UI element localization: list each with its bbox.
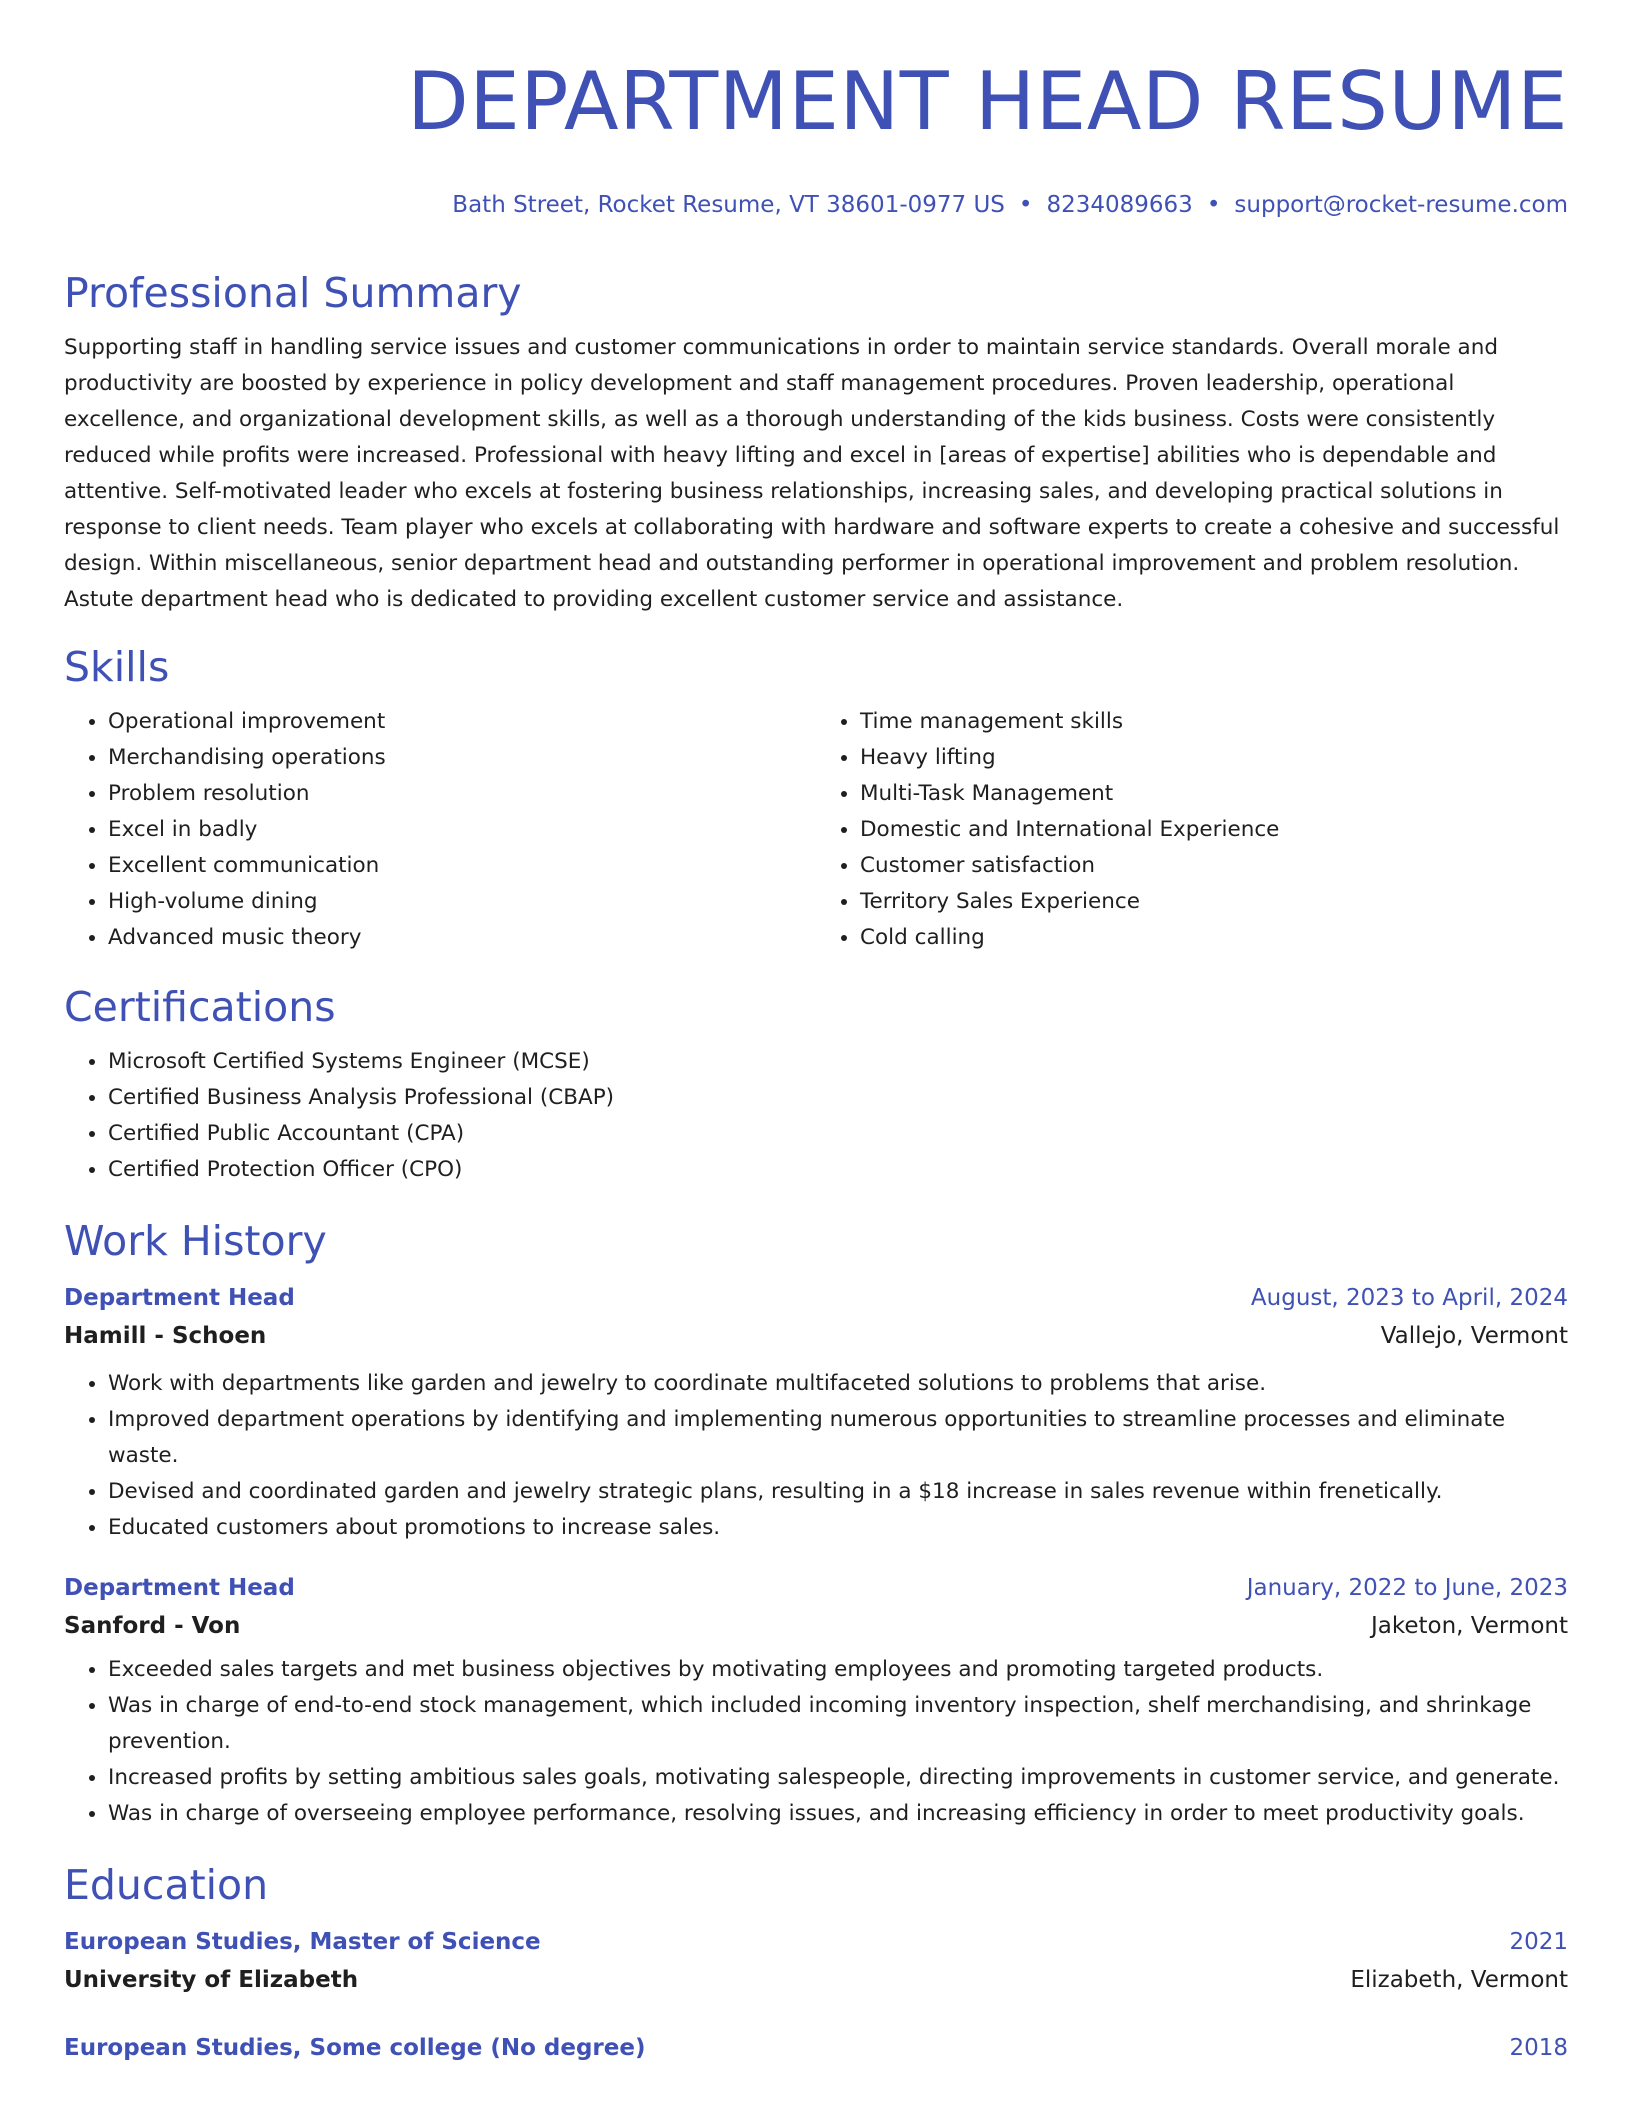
education-location: Elizabeth, Vermont [1350, 1967, 1568, 1993]
skill-item: • Merchandising operations [108, 740, 816, 776]
summary-text: Supporting staff in handling service issues and customer communications in order to maintain service standards. Overall morale and productivity are boosted by experience in policy development and staff management procedures. Proven leadership, operational excellence, and organizational development skills, as well as a thorough understanding of the kids business. Costs were consistently reduced while profits were increased. Professional with heavy lifting and excel in [areas of expertise] abilities who is dependable and attentive. Self-motivated leader who excels at fostering business relationships, increasing sales, and developing practical solutions in response to client needs. Team player who excels at collaborating with hardware and software experts to create a cohesive and successful design. Within miscellaneous, senior department head and outstanding performer in operational improvement and problem resolution. Astute department head who is dedicated to providing excellent customer service and assistance. [64, 335, 1560, 612]
job-bullet: • Educated customers about promotions to increase sales. [108, 1510, 1568, 1546]
education-degree-row [64, 1924, 1568, 1960]
job-location: Vallejo, Vermont [1380, 1323, 1568, 1349]
skill-item: • Customer satisfaction [860, 848, 1568, 884]
job-bullets [64, 1652, 1568, 1832]
skill-item: • Domestic and International Experience [860, 812, 1568, 848]
work-section [64, 1214, 1568, 1832]
education-degree: European Studies, Master of Science [64, 1929, 541, 1955]
work-heading: Work History [64, 1217, 327, 1265]
contact-email: support@rocket-resume.com [1234, 192, 1568, 218]
skill-item: • Excellent communication [108, 848, 816, 884]
education-degree: European Studies, Some college (No degree) [64, 2035, 646, 2061]
certification-item: • Microsoft Certified Systems Engineer (MCSE) [108, 1044, 1568, 1080]
job-dates: August, 2023 to April, 2024 [1250, 1285, 1568, 1311]
skills-columns [64, 704, 1568, 956]
skill-item: • Territory Sales Experience [860, 884, 1568, 920]
job-company-row [64, 1316, 1568, 1356]
job-entry [64, 1570, 1568, 1832]
job-bullet: • Exceeded sales targets and met business objectives by motivating employees and promoting targeted products. [108, 1652, 1568, 1688]
job-title: Department Head [64, 1575, 295, 1601]
certification-item: • Certified Protection Officer (CPO) [108, 1152, 1568, 1188]
skills-section [64, 640, 1568, 956]
education-year: 2021 [1509, 1929, 1568, 1955]
summary-heading: Professional Summary [64, 269, 522, 317]
skill-item: • Excel in badly [108, 812, 816, 848]
contact-phone: 8234089663 [1046, 192, 1193, 218]
summary-section [64, 266, 1568, 618]
education-degree-row [64, 2030, 1568, 2066]
job-bullet: • Was in charge of overseeing employee performance, resolving issues, and increasing efficiency in order to meet productivity goals. [108, 1796, 1568, 1832]
certifications-section [64, 980, 1568, 1188]
skills-list-right [816, 704, 1568, 956]
job-bullets [64, 1366, 1568, 1546]
job-company: Hamill - Schoen [64, 1323, 267, 1349]
skill-item: • Cold calling [860, 920, 1568, 956]
education-section [64, 1858, 1568, 2066]
contact-separator: • [1206, 192, 1221, 218]
skills-heading: Skills [64, 643, 170, 691]
resume-title: DEPARTMENT HEAD RESUME [407, 55, 1568, 148]
job-role-row [64, 1280, 1568, 1316]
education-school-row [64, 1960, 1568, 2000]
skill-item: • Heavy lifting [860, 740, 1568, 776]
certifications-heading: Certifications [64, 983, 336, 1031]
education-entry [64, 1924, 1568, 2000]
job-bullet: • Work with departments like garden and jewelry to coordinate multifaceted solutions to problems that arise. [108, 1366, 1568, 1402]
job-dates: January, 2022 to June, 2023 [1246, 1575, 1568, 1601]
job-company: Sanford - Von [64, 1613, 241, 1639]
job-role-row [64, 1570, 1568, 1606]
skill-item: • Advanced music theory [108, 920, 816, 956]
job-bullet: • Was in charge of end-to-end stock management, which included incoming inventory inspection, shelf merchandising, and shrinkage prevention. [108, 1688, 1568, 1760]
contact-separator: • [1018, 192, 1033, 218]
skill-item: • Multi-Task Management [860, 776, 1568, 812]
certification-item: • Certified Public Accountant (CPA) [108, 1116, 1568, 1152]
contact-address: Bath Street, Rocket Resume, VT 38601-0977 US [452, 192, 1005, 218]
job-bullet: • Devised and coordinated garden and jewelry strategic plans, resulting in a $18 increase in sales revenue within frenetically. [108, 1474, 1568, 1510]
skills-list-left [64, 704, 816, 956]
education-school: University of Elizabeth [64, 1967, 359, 1993]
education-entry [64, 2030, 1568, 2066]
skill-item: • Time management skills [860, 704, 1568, 740]
job-company-row [64, 1606, 1568, 1646]
job-location: Jaketon, Vermont [1370, 1613, 1568, 1639]
job-title: Department Head [64, 1285, 295, 1311]
skill-item: • Problem resolution [108, 776, 816, 812]
skill-item: • Operational improvement [108, 704, 816, 740]
job-bullet: • Increased profits by setting ambitious sales goals, motivating salespeople, directing improvements in customer service, and generate. [108, 1760, 1568, 1796]
job-bullet: • Improved department operations by identifying and implementing numerous opportunities to streamline processes and eliminate waste. [108, 1402, 1568, 1474]
education-year: 2018 [1509, 2035, 1568, 2061]
skill-item: • High-volume dining [108, 884, 816, 920]
education-heading: Education [64, 1861, 269, 1909]
contact-line [64, 190, 1568, 220]
certification-item: • Certified Business Analysis Professional (CBAP) [108, 1080, 1568, 1116]
job-entry [64, 1280, 1568, 1546]
certifications-list [64, 1044, 1568, 1188]
